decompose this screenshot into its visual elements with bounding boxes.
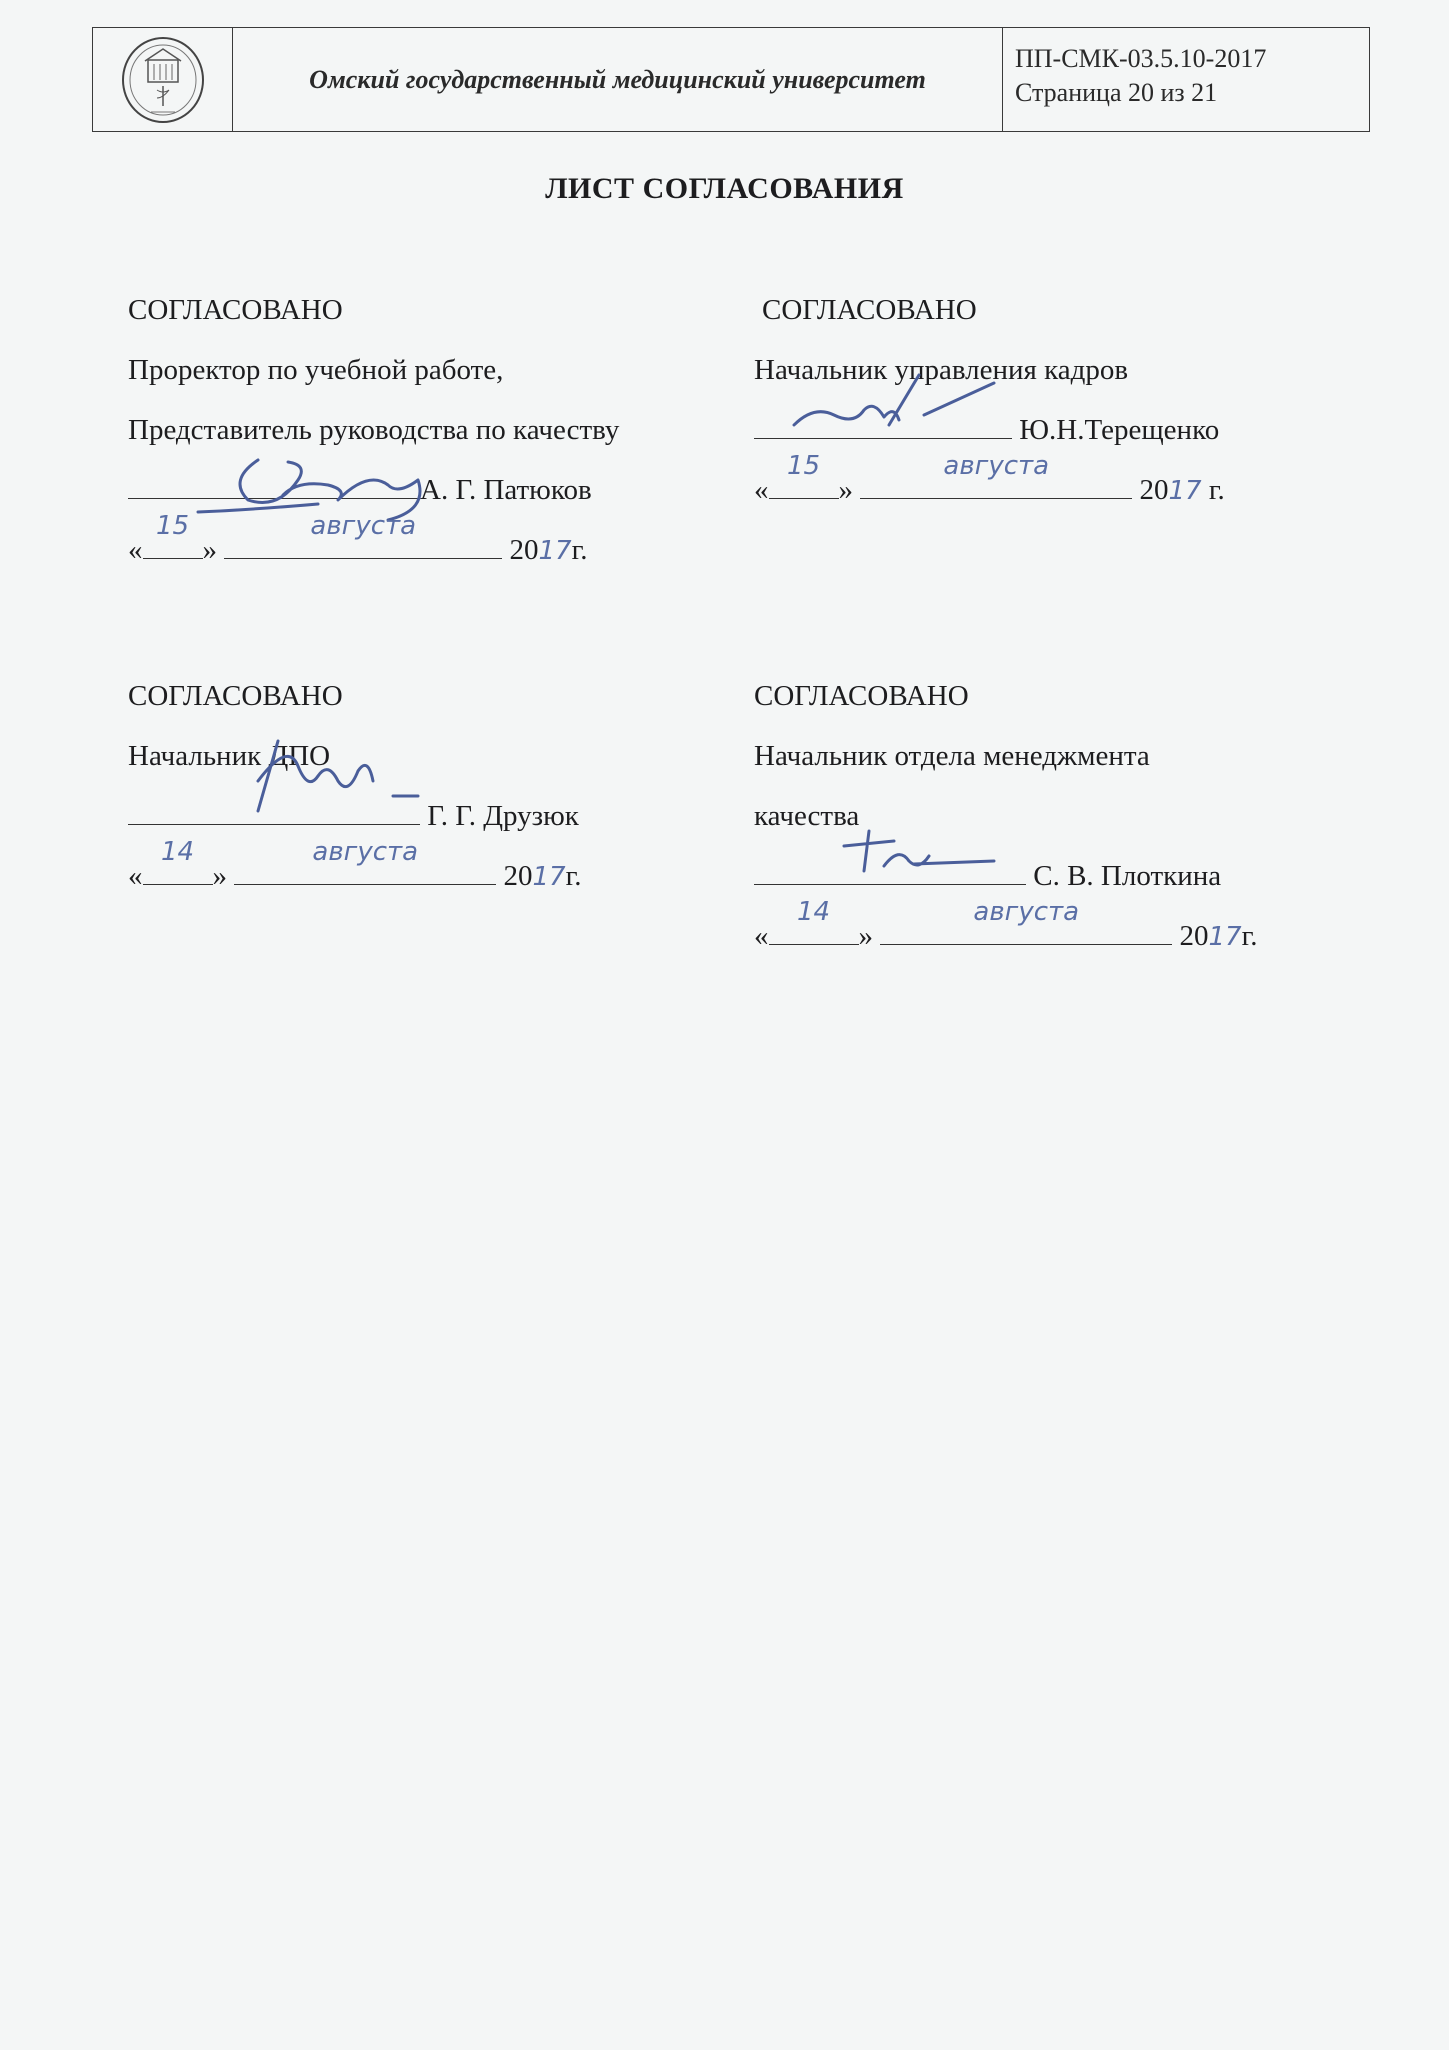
position-line: Начальник отдела менеджмента (754, 740, 1150, 772)
approval-heading: СОГЛАСОВАНО (762, 294, 977, 326)
approval-heading: СОГЛАСОВАНО (128, 294, 343, 326)
date-line: « 14 » августа 2017г. (754, 906, 1257, 966)
position-line: Начальник управления кадров (754, 354, 1129, 386)
handwritten-month: августа (310, 511, 417, 541)
position-line: Начальник ДПО (128, 740, 331, 772)
year-suffix: г. (565, 860, 582, 892)
year-prefix: 20 (1139, 474, 1169, 506)
organization-name: Омский государственный медицинский университет (309, 64, 926, 94)
organization-cell (233, 28, 1003, 131)
day-blank (769, 451, 839, 499)
handwritten-year: 17 (538, 536, 572, 566)
handwritten-day: 15 (155, 511, 190, 541)
approval-block-prorector (128, 280, 619, 580)
handwritten-month: августа (973, 897, 1080, 927)
day-blank (143, 837, 213, 885)
page-info: Страница 20 из 21 (1015, 78, 1218, 107)
approval-block-quality (754, 666, 1257, 966)
approval-heading: СОГЛАСОВАНО (128, 680, 343, 712)
doc-code: ПП-СМК-03.5.10-2017 (1015, 44, 1267, 73)
doc-code-cell (1003, 28, 1369, 131)
signer-name: Ю.Н.Терещенко (1019, 414, 1220, 446)
handwritten-year: 17 (1168, 476, 1202, 506)
year-prefix: 20 (509, 534, 539, 566)
signature-blank (128, 792, 420, 825)
date-line: « 15 » августа 2017 г. (754, 460, 1225, 520)
signature-blank (754, 406, 1012, 439)
approval-block-hr (754, 280, 1225, 520)
document-header (92, 27, 1370, 132)
date-line: « 15 » августа 2017г. (128, 520, 619, 580)
logo-cell (93, 28, 233, 131)
handwritten-month: августа (943, 451, 1050, 481)
day-blank (143, 511, 203, 559)
handwritten-year: 17 (532, 862, 566, 892)
year-suffix: г. (1201, 474, 1225, 506)
approval-heading: СОГЛАСОВАНО (754, 680, 969, 712)
handwritten-month: августа (312, 837, 419, 867)
year-prefix: 20 (1179, 920, 1209, 952)
handwritten-day: 15 (786, 451, 821, 481)
handwritten-year: 17 (1208, 922, 1242, 952)
year-suffix: г. (571, 534, 588, 566)
approval-block-dpo (128, 666, 581, 906)
date-line: « 14 » августа 2017г. (128, 846, 581, 906)
signer-name: Г. Г. Друзюк (427, 800, 579, 832)
document-title: ЛИСТ СОГЛАСОВАНИЯ (545, 172, 904, 205)
signer-name: С. В. Плоткина (1033, 860, 1222, 892)
signature-blank (754, 852, 1026, 885)
position-line: Проректор по учебной работе, (128, 354, 504, 386)
signature-blank (128, 466, 420, 499)
year-suffix: г. (1241, 920, 1258, 952)
handwritten-day: 14 (160, 837, 195, 867)
handwritten-day: 14 (796, 897, 831, 927)
year-prefix: 20 (503, 860, 533, 892)
day-blank (769, 897, 859, 945)
signer-name: А. Г. Патюков (420, 474, 592, 506)
university-seal-icon (118, 34, 208, 126)
position-line: Представитель руководства по качеству (128, 414, 620, 446)
position-line: качества (754, 800, 860, 832)
